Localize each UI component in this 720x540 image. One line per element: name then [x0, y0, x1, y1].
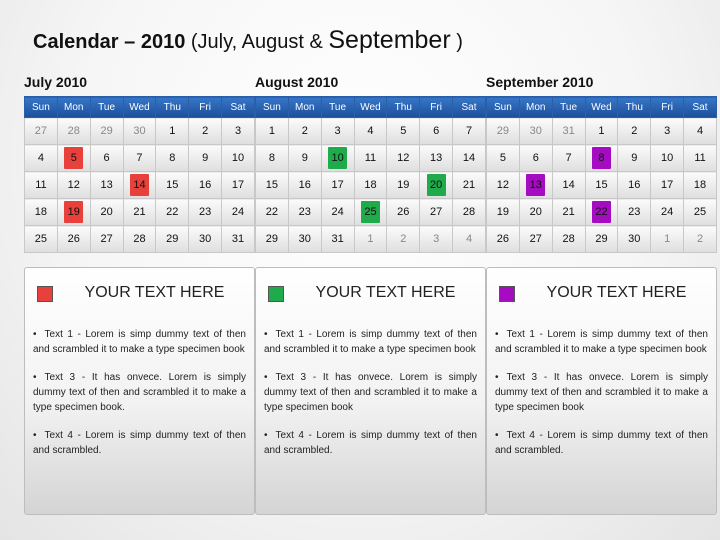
day-cell[interactable]: 13 — [90, 172, 123, 199]
weekday-label: Wed — [123, 97, 156, 118]
day-cell[interactable]: 1 — [354, 226, 387, 253]
week-row — [487, 199, 717, 226]
bullet-text: Text 4 - Lorem is simp dummy text of then and scrambled. — [33, 430, 246, 456]
day-cell[interactable]: 2 — [288, 118, 321, 145]
highlighted-day-cell[interactable] — [123, 172, 156, 199]
week-row — [256, 172, 486, 199]
day-cell[interactable]: 1 — [585, 118, 618, 145]
day-number: 5 — [64, 147, 83, 169]
day-cell[interactable]: 20 — [90, 199, 123, 226]
panel-heading: YOUR TEXT HERE — [546, 284, 687, 301]
day-cell[interactable]: 22 — [256, 199, 289, 226]
day-cell[interactable]: 24 — [321, 199, 354, 226]
bullet-item — [33, 370, 246, 415]
day-cell[interactable]: 17 — [222, 172, 255, 199]
day-cell[interactable]: 17 — [321, 172, 354, 199]
day-cell[interactable]: 24 — [222, 199, 255, 226]
panel-heading: YOUR TEXT HERE — [84, 284, 225, 301]
panel-header — [264, 284, 477, 308]
week-row — [487, 172, 717, 199]
panel-body — [264, 327, 477, 458]
day-cell[interactable]: 28 — [552, 226, 585, 253]
day-cell[interactable]: 18 — [684, 172, 717, 199]
day-cell[interactable]: 28 — [123, 226, 156, 253]
day-cell[interactable]: 8 — [156, 145, 189, 172]
title-close: ) — [450, 31, 463, 53]
weekday-label: Wed — [585, 97, 618, 118]
bullet-dot: • — [33, 372, 37, 383]
day-cell[interactable]: 16 — [189, 172, 222, 199]
day-cell[interactable]: 20 — [519, 199, 552, 226]
day-cell[interactable]: 30 — [123, 118, 156, 145]
day-cell[interactable]: 26 — [57, 226, 90, 253]
day-cell[interactable]: 29 — [90, 118, 123, 145]
day-number: 22 — [592, 201, 611, 223]
day-cell[interactable]: 3 — [420, 226, 453, 253]
weekday-label: Tue — [90, 97, 123, 118]
day-cell[interactable]: 31 — [552, 118, 585, 145]
day-cell[interactable]: 7 — [552, 145, 585, 172]
bullet-text: Text 4 - Lorem is simp dummy text of then and scrambled. — [264, 430, 477, 456]
day-number: 25 — [361, 201, 380, 223]
day-cell[interactable]: 29 — [156, 226, 189, 253]
weekday-label: Thu — [156, 97, 189, 118]
weekday-label: Sun — [25, 97, 58, 118]
page-title — [33, 26, 463, 55]
day-cell[interactable]: 25 — [684, 199, 717, 226]
highlighted-day-cell[interactable] — [354, 199, 387, 226]
day-cell[interactable]: 15 — [256, 172, 289, 199]
title-months: (July, August & — [185, 31, 329, 53]
day-cell[interactable]: 29 — [487, 118, 520, 145]
weekday-label: Mon — [57, 97, 90, 118]
weekday-label: Sat — [684, 97, 717, 118]
day-cell[interactable]: 14 — [453, 145, 486, 172]
highlighted-day-cell[interactable] — [519, 172, 552, 199]
highlighted-day-cell[interactable] — [57, 145, 90, 172]
day-cell[interactable]: 7 — [123, 145, 156, 172]
bullet-dot: • — [264, 430, 268, 441]
day-cell[interactable]: 27 — [519, 226, 552, 253]
bullet-dot: • — [33, 430, 37, 441]
bullet-dot: • — [495, 329, 499, 340]
day-cell[interactable]: 12 — [487, 172, 520, 199]
day-cell[interactable]: 18 — [25, 199, 58, 226]
day-cell[interactable]: 23 — [618, 199, 651, 226]
weekday-label: Tue — [321, 97, 354, 118]
day-cell[interactable]: 30 — [519, 118, 552, 145]
calendar-grid — [24, 96, 255, 253]
day-cell[interactable]: 10 — [651, 145, 684, 172]
weekday-label: Wed — [354, 97, 387, 118]
day-cell[interactable]: 26 — [387, 199, 420, 226]
bullet-item — [264, 370, 477, 415]
highlighted-day-cell[interactable] — [57, 199, 90, 226]
day-cell[interactable]: 9 — [618, 145, 651, 172]
day-cell[interactable]: 15 — [585, 172, 618, 199]
panel-body — [33, 327, 246, 458]
title-main: Calendar – 2010 — [33, 31, 186, 53]
day-cell[interactable]: 30 — [288, 226, 321, 253]
bullet-dot: • — [495, 372, 499, 383]
calendar-title: July 2010 — [24, 74, 88, 90]
calendar-title: September 2010 — [486, 74, 594, 90]
weekday-label: Fri — [651, 97, 684, 118]
weekday-label: Thu — [387, 97, 420, 118]
day-cell[interactable]: 29 — [256, 226, 289, 253]
week-row — [25, 226, 255, 253]
day-cell[interactable]: 8 — [256, 145, 289, 172]
calendar-july — [24, 74, 255, 253]
day-cell[interactable]: 2 — [387, 226, 420, 253]
week-row — [487, 118, 717, 145]
weekday-label: Tue — [552, 97, 585, 118]
calendar-grid — [255, 96, 486, 253]
weekday-label: Sun — [256, 97, 289, 118]
week-row — [256, 145, 486, 172]
weekday-label: Sat — [222, 97, 255, 118]
day-cell[interactable]: 23 — [189, 199, 222, 226]
day-cell[interactable]: 23 — [288, 199, 321, 226]
bullet-text: Text 4 - Lorem is simp dummy text of then and scrambled. — [495, 430, 708, 456]
calendar-grid — [486, 96, 717, 253]
text-panel-green — [255, 267, 486, 515]
day-cell[interactable]: 6 — [420, 118, 453, 145]
bullet-item — [264, 428, 477, 458]
bullet-text: Text 1 - Lorem is simp dummy text of then and scrambled it to make a type specimen book — [264, 329, 477, 355]
day-cell[interactable]: 4 — [25, 145, 58, 172]
day-cell[interactable]: 11 — [25, 172, 58, 199]
day-cell[interactable]: 27 — [90, 226, 123, 253]
day-cell[interactable]: 2 — [189, 118, 222, 145]
day-cell[interactable]: 4 — [354, 118, 387, 145]
day-cell[interactable]: 10 — [222, 145, 255, 172]
day-cell[interactable]: 19 — [487, 199, 520, 226]
day-cell[interactable]: 1 — [156, 118, 189, 145]
bullet-item — [495, 428, 708, 458]
day-cell[interactable]: 15 — [156, 172, 189, 199]
day-cell[interactable]: 3 — [222, 118, 255, 145]
calendar-september — [486, 74, 717, 253]
day-cell[interactable]: 1 — [651, 226, 684, 253]
week-row — [256, 199, 486, 226]
day-cell[interactable]: 2 — [618, 118, 651, 145]
day-cell[interactable]: 25 — [25, 226, 58, 253]
day-cell[interactable]: 21 — [453, 172, 486, 199]
panel-body — [495, 327, 708, 458]
bullet-dot: • — [264, 329, 268, 340]
day-cell[interactable]: 18 — [354, 172, 387, 199]
calendar-title: August 2010 — [255, 74, 339, 90]
panel-header — [33, 284, 246, 308]
bullet-dot: • — [495, 430, 499, 441]
day-cell[interactable]: 11 — [684, 145, 717, 172]
title-september: September — [328, 26, 451, 54]
day-number: 14 — [130, 174, 149, 196]
weekday-label: Fri — [420, 97, 453, 118]
day-cell[interactable]: 5 — [487, 145, 520, 172]
day-cell[interactable]: 3 — [651, 118, 684, 145]
day-cell[interactable]: 12 — [387, 145, 420, 172]
highlighted-day-cell[interactable] — [420, 172, 453, 199]
red-swatch-icon — [37, 286, 53, 302]
weekday-header-row — [256, 97, 486, 118]
week-row — [487, 145, 717, 172]
weekday-label: Fri — [189, 97, 222, 118]
day-number: 13 — [526, 174, 545, 196]
highlighted-day-cell[interactable] — [585, 145, 618, 172]
day-cell[interactable]: 4 — [453, 226, 486, 253]
day-cell[interactable]: 29 — [585, 226, 618, 253]
bullet-text: Text 3 - It has onvece. Lorem is simply dummy text of then and scrambled it to make a type specimen book. — [33, 372, 246, 413]
purple-swatch-icon — [499, 286, 515, 302]
green-swatch-icon — [268, 286, 284, 302]
day-cell[interactable]: 6 — [519, 145, 552, 172]
week-row — [256, 118, 486, 145]
weekday-label: Sat — [453, 97, 486, 118]
day-cell[interactable]: 19 — [387, 172, 420, 199]
bullet-text: Text 1 - Lorem is simp dummy text of then and scrambled it to make a type specimen book — [495, 329, 708, 355]
bullet-dot: • — [264, 372, 268, 383]
panel-header — [495, 284, 708, 308]
highlighted-day-cell[interactable] — [585, 199, 618, 226]
day-cell[interactable]: 9 — [189, 145, 222, 172]
bullet-text: Text 3 - It has onvece. Lorem is simply dummy text of then and scrambled it to make a type specimen book — [264, 372, 477, 413]
day-cell[interactable]: 28 — [453, 199, 486, 226]
weekday-label: Mon — [288, 97, 321, 118]
day-cell[interactable]: 31 — [222, 226, 255, 253]
day-cell[interactable]: 2 — [684, 226, 717, 253]
day-cell[interactable]: 6 — [90, 145, 123, 172]
day-cell[interactable]: 27 — [420, 199, 453, 226]
day-cell[interactable]: 24 — [651, 199, 684, 226]
day-cell[interactable]: 22 — [156, 199, 189, 226]
weekday-header-row — [25, 97, 255, 118]
panel-heading: YOUR TEXT HERE — [315, 284, 456, 301]
bullet-text: Text 1 - Lorem is simp dummy text of then and scrambled it to make a type specimen book — [33, 329, 246, 355]
week-row — [25, 199, 255, 226]
day-cell[interactable]: 21 — [552, 199, 585, 226]
day-cell[interactable]: 14 — [552, 172, 585, 199]
weekday-label: Sun — [487, 97, 520, 118]
day-cell[interactable]: 7 — [453, 118, 486, 145]
day-cell[interactable]: 13 — [420, 145, 453, 172]
bullet-item — [33, 327, 246, 357]
week-row — [25, 118, 255, 145]
day-cell[interactable]: 3 — [321, 118, 354, 145]
day-cell[interactable]: 30 — [189, 226, 222, 253]
bullet-item — [33, 428, 246, 458]
bullet-item — [495, 327, 708, 357]
day-number: 20 — [427, 174, 446, 196]
day-number: 19 — [64, 201, 83, 223]
calendar-august — [255, 74, 486, 253]
text-panel-red — [24, 267, 255, 515]
day-cell[interactable]: 5 — [387, 118, 420, 145]
day-cell[interactable]: 1 — [256, 118, 289, 145]
day-cell[interactable]: 26 — [487, 226, 520, 253]
weekday-label: Thu — [618, 97, 651, 118]
day-cell[interactable]: 12 — [57, 172, 90, 199]
day-cell[interactable]: 28 — [57, 118, 90, 145]
day-cell[interactable]: 17 — [651, 172, 684, 199]
week-row — [25, 172, 255, 199]
day-number: 8 — [592, 147, 611, 169]
day-cell[interactable]: 9 — [288, 145, 321, 172]
day-cell[interactable]: 27 — [25, 118, 58, 145]
day-cell[interactable]: 11 — [354, 145, 387, 172]
day-cell[interactable]: 16 — [288, 172, 321, 199]
week-row — [25, 145, 255, 172]
day-cell[interactable]: 4 — [684, 118, 717, 145]
day-cell[interactable]: 30 — [618, 226, 651, 253]
week-row — [487, 226, 717, 253]
bullet-dot: • — [33, 329, 37, 340]
week-row — [256, 226, 486, 253]
day-cell[interactable]: 31 — [321, 226, 354, 253]
day-number: 10 — [328, 147, 347, 169]
highlighted-day-cell[interactable] — [321, 145, 354, 172]
bullet-item — [264, 327, 477, 357]
day-cell[interactable]: 16 — [618, 172, 651, 199]
text-panel-purple — [486, 267, 717, 515]
weekday-header-row — [487, 97, 717, 118]
weekday-label: Mon — [519, 97, 552, 118]
bullet-item — [495, 370, 708, 415]
day-cell[interactable]: 21 — [123, 199, 156, 226]
bullet-text: Text 3 - It has onvece. Lorem is simply dummy text of then and scrambled it to make a type specimen book — [495, 372, 708, 413]
